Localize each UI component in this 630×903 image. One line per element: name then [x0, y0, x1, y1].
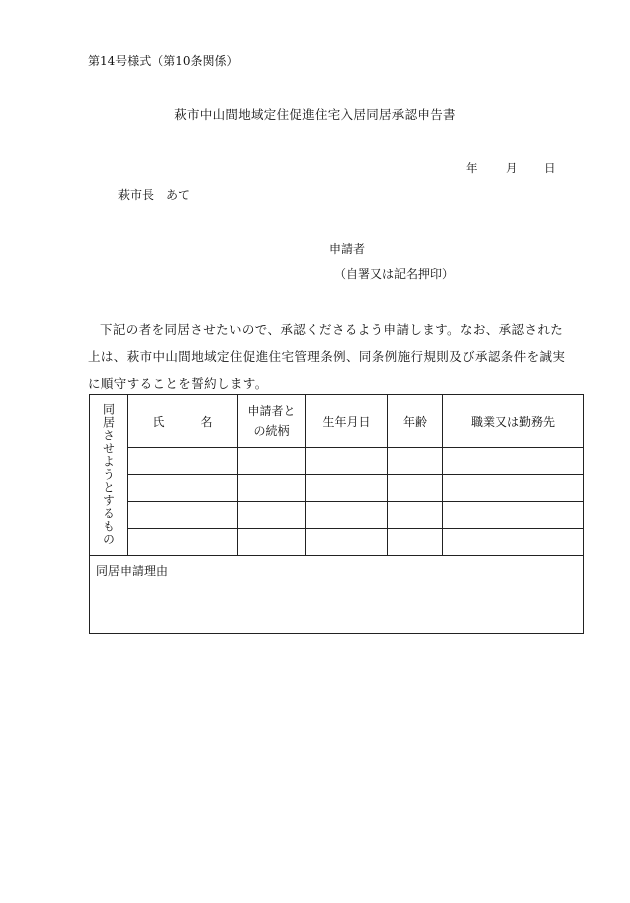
signature-note: （自署又は記名押印） [334, 267, 455, 281]
occupation-cell[interactable] [443, 502, 584, 529]
occupation-cell[interactable] [443, 448, 584, 475]
table-row [90, 529, 584, 556]
name-cell[interactable] [128, 502, 238, 529]
birthdate-cell[interactable] [306, 502, 388, 529]
age-cell[interactable] [388, 475, 443, 502]
date-year: 年 [466, 161, 478, 175]
col-relation-line1: 申請者と [247, 404, 296, 418]
name-cell[interactable] [128, 529, 238, 556]
addressee: 萩市長 あて [118, 188, 191, 202]
age-cell[interactable] [388, 448, 443, 475]
reason-cell[interactable] [90, 556, 584, 634]
date-line [466, 160, 556, 176]
name-cell[interactable] [128, 448, 238, 475]
birthdate-cell[interactable] [306, 475, 388, 502]
name-cell[interactable] [128, 475, 238, 502]
relation-cell[interactable] [238, 475, 306, 502]
table-row [90, 475, 584, 502]
row-label-cell [90, 395, 128, 556]
row-label: 同居させようとするもの [101, 403, 116, 546]
col-occupation-header: 職業又は勤務先 [443, 395, 584, 448]
relation-cell[interactable] [238, 448, 306, 475]
age-cell[interactable] [388, 502, 443, 529]
table-row [90, 502, 584, 529]
relation-cell[interactable] [238, 502, 306, 529]
age-cell[interactable] [388, 529, 443, 556]
document-title: 萩市中山間地域定住促進住宅入居同居承認申告書 [174, 107, 456, 122]
applicant-label: 申請者 [329, 242, 366, 256]
form-number: 第14号様式（第10条関係） [88, 54, 239, 68]
date-day: 日 [544, 161, 556, 175]
occupation-cell[interactable] [443, 475, 584, 502]
birthdate-cell[interactable] [306, 448, 388, 475]
col-relation-header [238, 395, 306, 448]
date-month: 月 [506, 161, 518, 175]
birthdate-cell[interactable] [306, 529, 388, 556]
occupation-cell[interactable] [443, 529, 584, 556]
relation-cell[interactable] [238, 529, 306, 556]
col-relation-line2: の続柄 [253, 424, 290, 438]
reason-label: 同居申請理由 [96, 564, 169, 578]
table-row [90, 448, 584, 475]
pledge-paragraph: 下記の者を同居させたいので、承認くださるよう申請します。なお、承認された上は、萩市中山間地域定住促進住宅管理条例、同条例施行規則及び承認条件を誠実に順守することを誓約します。 [88, 322, 566, 391]
col-age-header: 年齢 [388, 395, 443, 448]
col-birthdate-header: 生年月日 [306, 395, 388, 448]
col-name-header: 氏 名 [128, 395, 238, 448]
occupants-table [89, 394, 584, 634]
